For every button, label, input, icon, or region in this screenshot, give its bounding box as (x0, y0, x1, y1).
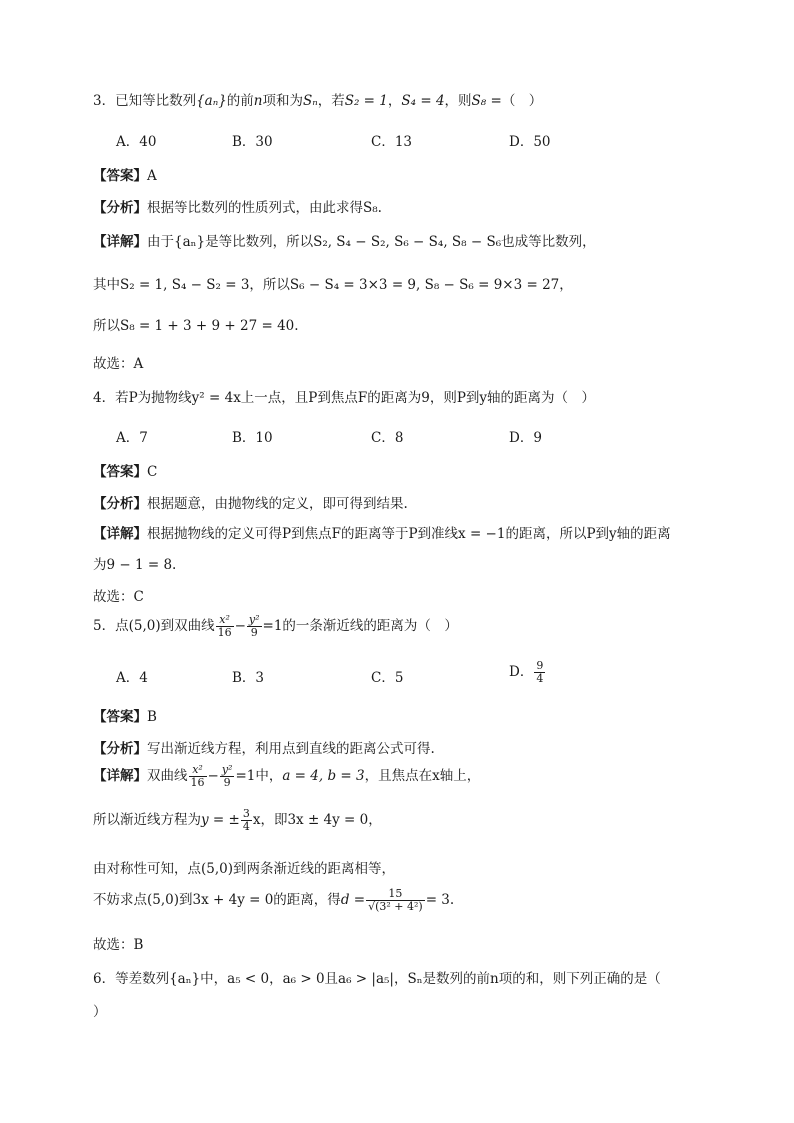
q4-detail-2: 为9 − 1 = 8. (93, 557, 177, 573)
q5-answer: 【答案】B (93, 709, 157, 725)
q3-stem: 3．已知等比数列{aₙ}的前n项和为Sₙ，若S₂ = 1，S₄ = 4，则S₈ =（ ） (93, 93, 543, 109)
q5-detail-1: 【详解】双曲线 $\frac{\text{x²}}{16}$ − $\frac{\text{y²}}{9}$ =1中，a = 4, b = 3，且焦点在x轴上， (93, 763, 481, 789)
q5-conclusion: 故选：B (93, 937, 144, 953)
q5-detail-4: 不妨求点(5,0)到3x + 4y = 0的距离，得d = $\frac{15}{\text{√(3² + 4²)}}$ = 3. (93, 887, 455, 913)
fraction-3-4: $\frac{3}{4}$ (242, 807, 250, 833)
q4-option-b: B．10 (232, 430, 273, 446)
q3-detail-1: 【详解】由于{aₙ}是等比数列，所以S₂, S₄ − S₂, S₆ − S₄, S₈ − S₆也成等比数列， (93, 234, 596, 250)
q4-conclusion: 故选：C (93, 589, 144, 605)
fraction-distance: $\frac{15}{\text{√(3² + 4²)}}$ (368, 887, 423, 913)
q5-stem: 5．点(5,0)到双曲线 $\frac{\text{x²}}{16}$ − $\frac{\text{y²}}{9}$ =1的一条渐近线的距离为（ ） (93, 613, 458, 639)
q3-option-d: D．50 (509, 134, 551, 150)
q6-stem-line-1: 6．等差数列{aₙ}中，a₅ < 0，a₆ > 0且a₆ > |a₅|，Sₙ是数列的前n项的和，则下列正确的是（ (93, 971, 661, 987)
q3-answer: 【答案】A (93, 168, 157, 184)
q4-answer: 【答案】C (93, 464, 158, 480)
fraction-y2-9: $\frac{\text{y²}}{9}$ (248, 613, 260, 639)
q5-option-b: B．3 (232, 670, 265, 686)
q3-option-a: A．40 (116, 134, 157, 150)
q3-detail-2: 其中S₂ = 1, S₄ − S₂ = 3，所以S₆ − S₄ = 3×3 = 9, S₈ − S₆ = 9×3 = 27， (93, 277, 573, 293)
q5-option-c: C．5 (371, 670, 404, 686)
q4-option-c: C．8 (371, 430, 404, 446)
q5-option-d: D． $\frac{9}{4}$ (509, 659, 544, 685)
q3-detail-3: 所以S₈ = 1 + 3 + 9 + 27 = 40. (93, 318, 299, 334)
q4-option-a: A．7 (116, 430, 148, 446)
q3-option-b: B．30 (232, 134, 273, 150)
q4-stem: 4．若P为抛物线y² = 4x上一点，且P到焦点F的距离为9，则P到y轴的距离为（ ） (93, 390, 596, 406)
q5-detail-3: 由对称性可知，点(5,0)到两条渐近线的距离相等， (93, 861, 396, 877)
q4-analysis: 【分析】根据题意，由抛物线的定义，即可得到结果. (93, 496, 408, 512)
q5-analysis: 【分析】写出渐近线方程，利用点到直线的距离公式可得. (93, 741, 435, 757)
q4-detail-1: 【详解】根据抛物线的定义可得P到焦点F的距离等于P到准线x = −1的距离，所以P到y轴的距离 (93, 526, 671, 542)
fraction-x2-16: $\frac{\text{x²}}{16}$ (217, 613, 232, 639)
q3-analysis: 【分析】根据等比数列的性质列式，由此求得S₈. (93, 200, 382, 216)
q6-stem-line-2: ） (93, 1004, 107, 1020)
q5-detail-2: 所以渐近线方程为y = ± $\frac{3}{4}$ x，即3x ± 4y = 0， (93, 807, 382, 833)
q4-option-d: D．9 (509, 430, 542, 446)
q3-conclusion: 故选：A (93, 356, 144, 372)
q3-option-c: C．13 (371, 134, 413, 150)
fraction-9-4: $\frac{9}{4}$ (536, 659, 544, 685)
q5-option-a: A．4 (116, 670, 148, 686)
